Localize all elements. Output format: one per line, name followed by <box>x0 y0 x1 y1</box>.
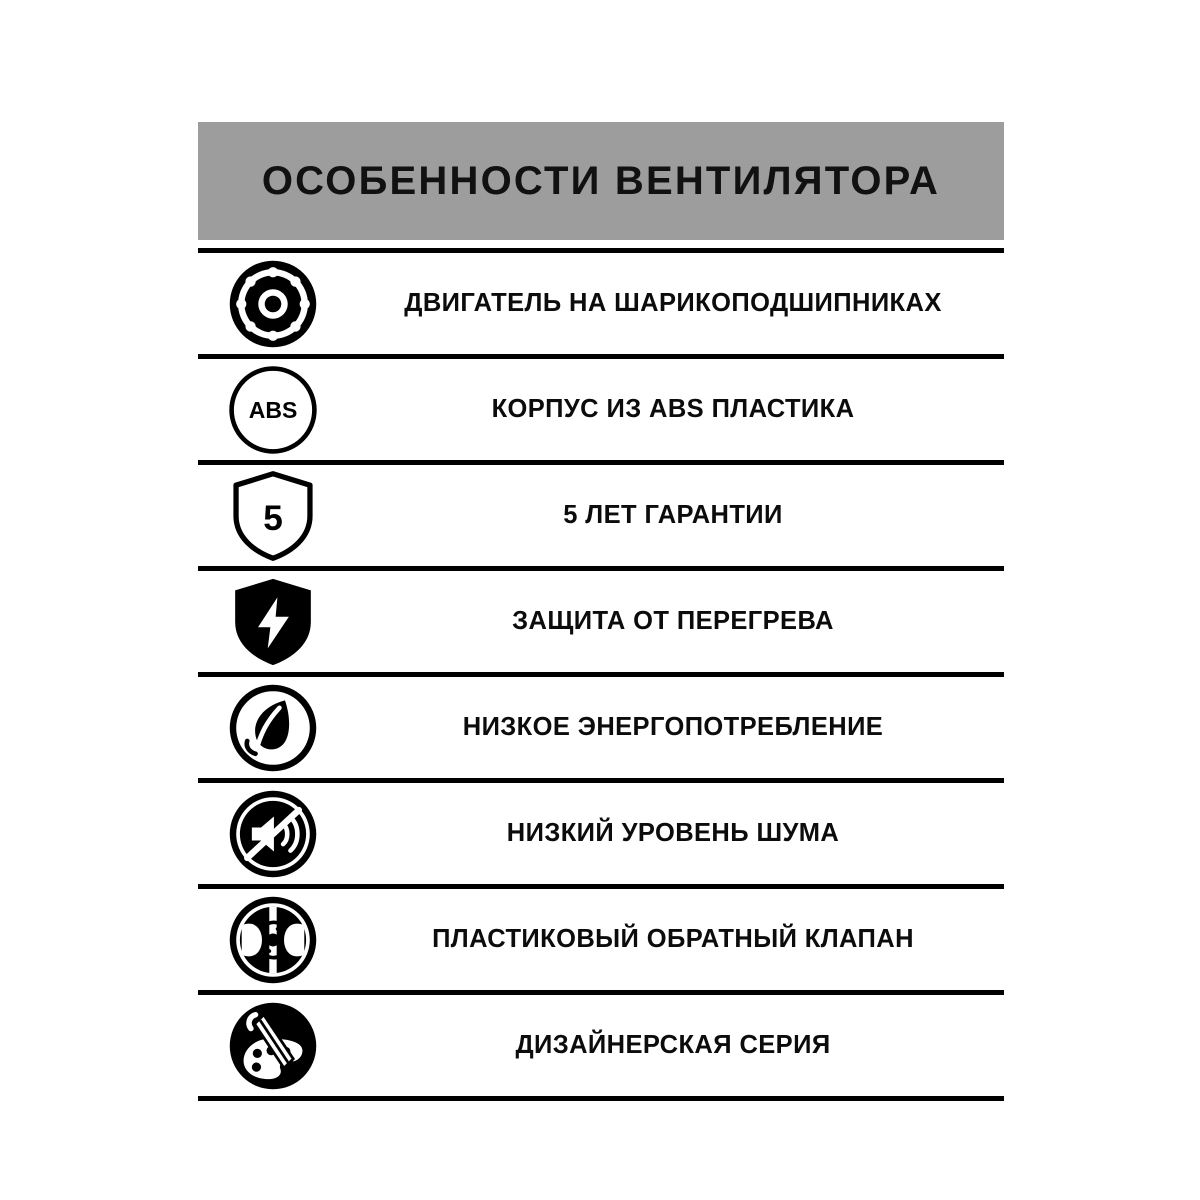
feature-label: НИЗКОЕ ЭНЕРГОПОТРЕБЛЕНИЕ <box>462 713 884 742</box>
icon-cell <box>198 894 348 986</box>
feature-row-energy-saving <box>198 677 1004 783</box>
feature-label: ДИЗАЙНЕРСКАЯ СЕРИЯ <box>515 1031 831 1060</box>
leaf-energy-saving-icon <box>227 682 319 774</box>
ball-bearing-icon <box>227 258 319 350</box>
feature-row-low-noise <box>198 783 1004 889</box>
feature-row-ball-bearing <box>198 248 1004 359</box>
label-cell <box>348 819 1004 847</box>
feature-label: НИЗКИЙ УРОВЕНЬ ШУМА <box>506 819 840 848</box>
icon-cell <box>198 576 348 668</box>
icon-cell <box>198 1000 348 1092</box>
svg-text:5: 5 <box>263 498 283 538</box>
shield-warranty-icon <box>229 470 317 562</box>
panel-header <box>198 122 1004 240</box>
feature-row-overheat-protection <box>198 571 1004 677</box>
icon-cell <box>198 364 348 456</box>
feature-label: КОРПУС ИЗ ABS ПЛАСТИКА <box>491 395 855 424</box>
feature-row-warranty <box>198 465 1004 571</box>
page-title: ОСОБЕННОСТИ ВЕНТИЛЯТОРА <box>261 159 941 203</box>
label-cell <box>348 925 1004 953</box>
feature-rows <box>198 248 1004 1101</box>
svg-text:ABS: ABS <box>248 396 298 423</box>
abs-plastic-icon <box>227 364 319 456</box>
label-cell <box>348 1031 1004 1059</box>
backdraft-shutter-valve-icon <box>227 894 319 986</box>
muted-speaker-low-noise-icon <box>227 788 319 880</box>
palette-design-series-icon <box>227 1000 319 1092</box>
icon-cell <box>198 258 348 350</box>
feature-row-backdraft-valve <box>198 889 1004 995</box>
label-cell <box>348 395 1004 423</box>
label-cell <box>348 713 1004 741</box>
icon-cell <box>198 682 348 774</box>
feature-label: ЗАЩИТА ОТ ПЕРЕГРЕВА <box>512 607 834 636</box>
feature-label: 5 ЛЕТ ГАРАНТИИ <box>563 501 783 530</box>
features-panel <box>198 122 1004 1101</box>
feature-row-design-series <box>198 995 1004 1101</box>
icon-cell <box>198 788 348 880</box>
feature-label: ПЛАСТИКОВЫЙ ОБРАТНЫЙ КЛАПАН <box>432 925 914 954</box>
label-cell <box>348 607 1004 635</box>
feature-label: ДВИГАТЕЛЬ НА ШАРИКОПОДШИПНИКАХ <box>404 289 942 318</box>
icon-cell <box>198 470 348 562</box>
label-cell <box>348 289 1004 317</box>
shield-bolt-overheat-protection-icon <box>229 576 317 668</box>
label-cell <box>348 501 1004 529</box>
feature-row-abs-plastic <box>198 359 1004 465</box>
